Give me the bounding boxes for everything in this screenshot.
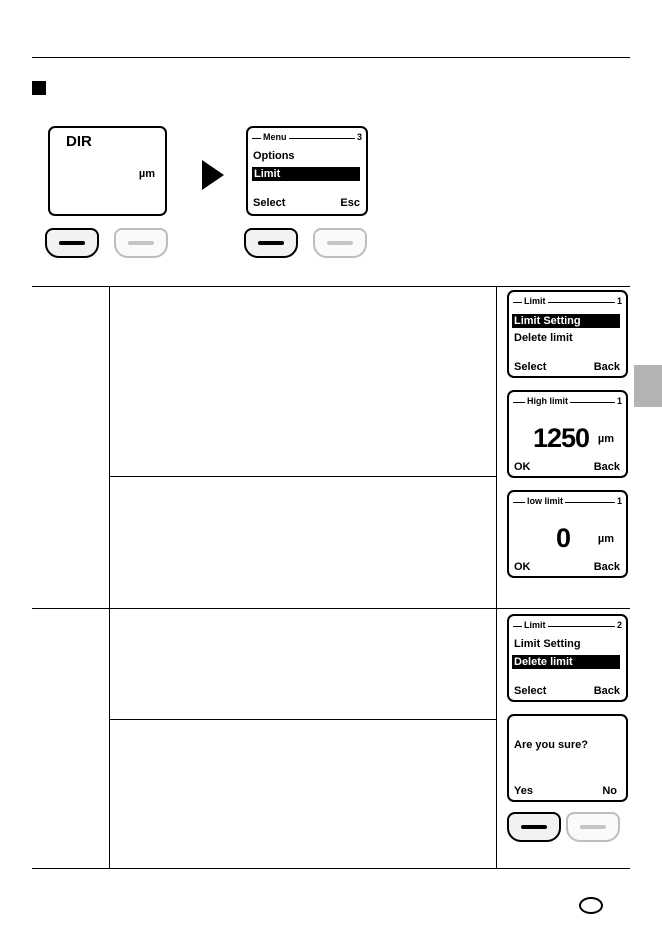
softkey-left-label: Yes (514, 785, 533, 797)
menu-number: 3 (356, 132, 362, 142)
unit-label: µm (138, 168, 155, 180)
row-divider (109, 719, 496, 720)
table-bottom-rule (32, 868, 630, 869)
menu-header (252, 133, 362, 143)
table-col-divider (496, 286, 497, 868)
low-limit-title: low limit (527, 496, 563, 506)
softkey-right-label: Esc (340, 197, 360, 209)
left-softkey[interactable] (507, 812, 561, 842)
left-softkey[interactable] (45, 228, 99, 258)
limit-item-delete[interactable]: Delete limit (512, 655, 620, 669)
low-limit-number: 1 (616, 496, 622, 506)
left-softkey[interactable] (244, 228, 298, 258)
row-divider (32, 608, 630, 609)
lcd-low-limit (507, 490, 628, 578)
high-limit-unit: µm (597, 433, 614, 445)
limit-item-delete[interactable]: Delete limit (514, 332, 573, 344)
table-top-rule (32, 286, 630, 287)
lcd-initial (48, 126, 167, 216)
section-bullet (32, 81, 46, 95)
softkey-left-label: OK (514, 561, 531, 573)
menu-title: Menu (263, 132, 287, 142)
high-limit-value: 1250 (533, 423, 590, 453)
limit-number: 2 (616, 620, 622, 630)
softkey-right-label: No (602, 785, 617, 797)
header-rule (32, 57, 630, 58)
limit-item-setting[interactable]: Limit Setting (514, 638, 581, 650)
mode-label: DIR (66, 133, 92, 150)
lcd-confirm (507, 714, 628, 802)
right-softkey[interactable] (313, 228, 367, 258)
softkey-left-label: Select (253, 197, 286, 209)
high-limit-number: 1 (616, 396, 622, 406)
confirm-question: Are you sure? (514, 739, 588, 751)
low-limit-unit: µm (597, 533, 614, 545)
menu-item-limit[interactable]: Limit (252, 167, 360, 181)
softkey-right-label: Back (593, 685, 620, 697)
arrow-right-icon (202, 160, 224, 190)
right-softkey[interactable] (114, 228, 168, 258)
softkey-left-label: OK (514, 461, 531, 473)
low-limit-value: 0 (556, 523, 571, 553)
row-divider (109, 476, 496, 477)
lcd-limit-1 (507, 290, 628, 378)
lcd-high-limit (507, 390, 628, 478)
language-marker (579, 897, 603, 914)
limit-title: Limit (524, 620, 546, 630)
table-col-divider (109, 286, 110, 868)
menu-item-options[interactable]: Options (253, 150, 295, 162)
limit-title: Limit (524, 296, 546, 306)
right-softkey[interactable] (566, 812, 620, 842)
high-limit-title: High limit (527, 396, 568, 406)
limit-item-setting[interactable]: Limit Setting (512, 314, 620, 328)
softkey-left-label: Select (514, 361, 547, 373)
lcd-menu (246, 126, 368, 216)
softkey-right-label: Back (593, 361, 620, 373)
limit-number: 1 (616, 296, 622, 306)
lcd-limit-2 (507, 614, 628, 702)
softkey-right-label: Back (593, 561, 620, 573)
softkey-right-label: Back (593, 461, 620, 473)
chapter-tab (634, 365, 662, 407)
softkey-left-label: Select (514, 685, 547, 697)
